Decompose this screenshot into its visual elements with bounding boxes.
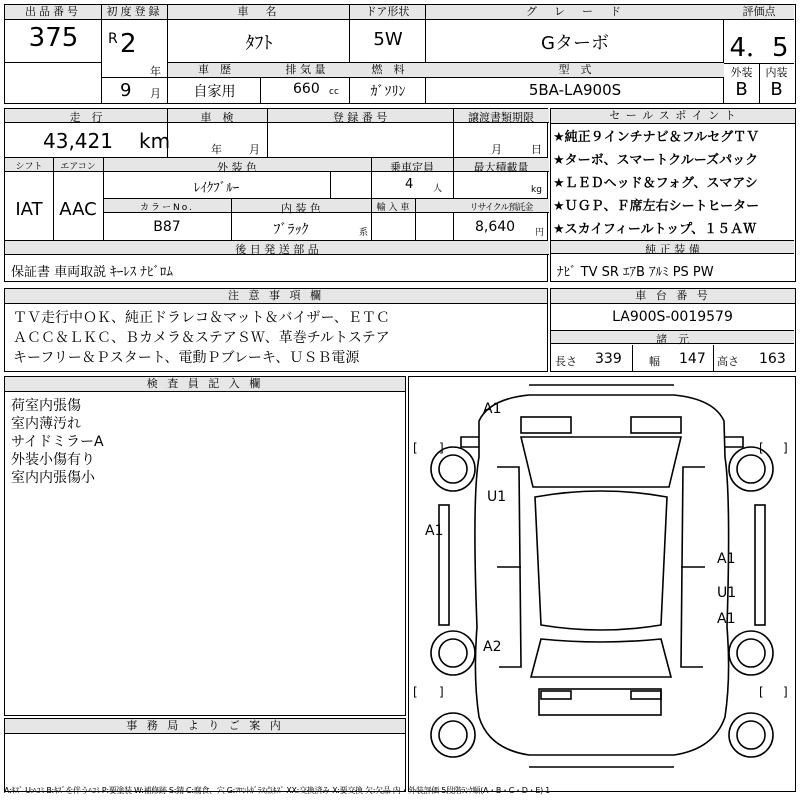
- first-reg-label: 初度登録: [102, 5, 167, 20]
- inspector-label: 検 査 員 記 入 欄: [5, 377, 405, 392]
- wheel-fr-rim: [737, 455, 765, 483]
- reg-month: 9: [120, 80, 132, 101]
- insp-year-unit: 年: [211, 143, 222, 156]
- diagram-mark: U1: [717, 585, 737, 601]
- spare-wheel-l: [431, 713, 475, 757]
- color-no-label: カラーNo.: [140, 203, 194, 213]
- insp-month-unit: 月: [249, 143, 260, 156]
- inspector-line: 荷室内張傷: [11, 398, 81, 414]
- car-outline-svg: [409, 377, 794, 790]
- bracket-right: ]: [783, 685, 788, 699]
- mileage-label: 走 行: [69, 111, 103, 124]
- door-label: ドア形状: [350, 5, 425, 20]
- mileage-unit: km: [139, 129, 171, 153]
- model: 5BA-LA900S: [528, 81, 622, 99]
- color-label: 外 装 色: [217, 161, 257, 174]
- era: R: [108, 31, 118, 47]
- office-block: [4, 718, 406, 792]
- recycle: 8,640: [475, 219, 516, 235]
- height-label: 高さ: [717, 355, 739, 368]
- exterior-color: ﾚｲｸﾌﾞﾙｰ: [193, 181, 240, 196]
- seats-label: 乗車定員: [390, 161, 434, 174]
- reg-year: 2: [120, 29, 137, 59]
- spare-wheel-l-rim: [439, 721, 467, 749]
- load-label: 最大積載量: [473, 161, 529, 174]
- sales-label: セ ー ル ス ポ イ ン ト: [551, 109, 795, 124]
- color-no: B87: [153, 219, 181, 235]
- windshield: [521, 437, 681, 487]
- fuel-label: 燃 料: [350, 63, 426, 77]
- notes-label: 注 意 事 項 欄: [5, 289, 547, 304]
- load-unit: kg: [531, 185, 542, 195]
- year-unit: 年: [150, 65, 161, 78]
- wheel-rl-rim: [439, 639, 467, 667]
- history-label: 車 歴: [168, 63, 261, 77]
- spec-block: [4, 108, 548, 282]
- seats: 4: [405, 177, 414, 192]
- transfer-day-unit: 日: [531, 143, 542, 156]
- equip-label: 純 正 装 備: [645, 243, 700, 256]
- lot-number: 375: [28, 23, 79, 53]
- bracket-left: [: [759, 441, 764, 455]
- displacement-unit: cc: [329, 87, 339, 97]
- sales-block: [550, 108, 796, 282]
- later-parts: 保証書 車両取説 ｷｰﾚｽ ﾅﾋﾞﾛﾑ: [11, 265, 173, 280]
- inspection-label: 車 検: [200, 111, 234, 124]
- interior-color: ﾌﾞﾗｯｸ: [273, 222, 309, 238]
- chassis-label: 車 台 番 号: [551, 289, 795, 304]
- wheel-fl: [431, 447, 475, 491]
- sales-line: ★ターボ、スマートクルーズパック: [553, 153, 759, 168]
- wheel-rr: [729, 631, 773, 675]
- interior-color-unit: 系: [359, 228, 369, 238]
- car-name: ﾀﾌﾄ: [245, 33, 273, 54]
- sales-line: ★スカイフィールトップ、１５ＡＷ: [553, 222, 757, 237]
- spare-wheel-r-rim: [737, 721, 765, 749]
- wheel-rr-rim: [737, 639, 765, 667]
- inspector-line: 室内薄汚れ: [11, 416, 81, 432]
- later-parts-label: 後 日 発 送 部 品: [235, 243, 319, 256]
- height: 163: [759, 351, 786, 367]
- plate-label: 登 録 番 号: [332, 111, 388, 124]
- chassis-block: [550, 288, 796, 372]
- grade-label: グ レ ー ド: [426, 5, 724, 20]
- chassis-number: LA900S-0019579: [612, 309, 733, 325]
- diagram-mark: A2: [483, 639, 502, 655]
- ac-label: エアコン: [60, 162, 96, 172]
- width: 147: [679, 351, 706, 367]
- diagram-mark: A1: [717, 611, 736, 627]
- header-block: [4, 4, 796, 104]
- wheel-rl: [431, 631, 475, 675]
- bracket-left: [: [413, 685, 418, 699]
- bracket-right: ]: [783, 441, 788, 455]
- score-label: 評価点: [724, 5, 794, 20]
- notes-block: [4, 288, 548, 372]
- width-label: 幅: [649, 355, 660, 368]
- diagram-mark: U1: [487, 489, 507, 505]
- mileage: 43,421: [43, 129, 113, 153]
- rear-window: [531, 639, 671, 677]
- history: 自家用: [193, 84, 236, 100]
- fuel: ｶﾞｿﾘﾝ: [370, 84, 406, 100]
- shift-label: シフト: [15, 162, 43, 172]
- model-label: 型 式: [426, 63, 724, 77]
- note-line: ＡＣＣ＆ＬＫＣ、Ｂカメラ＆ステアＳＷ、革巻チルトステア: [13, 330, 390, 346]
- door-type: 5W: [373, 29, 403, 50]
- roof: [535, 491, 667, 630]
- legend-footer: A:ｷｽﾞ U:ﾍｺﾐ B:ｷｽﾞを伴うﾍｺﾐ P:要塗装 W:補修跡 S:錆 C:腐食、穴 G:ﾌﾛﾝﾄｶﾞﾗｽ点ｷｽﾞ XX:交換済み X:要交換 欠:欠品 内・外装評価 5段階ﾗﾝｸ順(A・B・C・D・E) 1: [4, 786, 550, 795]
- car-name-label: 車 名: [168, 5, 349, 20]
- transfer-label: 譲渡書類期限: [468, 111, 534, 124]
- spec-label: 諸 元: [656, 333, 689, 346]
- car-diagram: [408, 376, 796, 792]
- wheel-fr: [729, 447, 773, 491]
- bracket-right: ]: [439, 441, 444, 455]
- ac: AAC: [59, 199, 97, 220]
- diagram-mark: A1: [717, 551, 736, 567]
- recycle-unit: 円: [535, 228, 545, 238]
- month-unit: 月: [150, 87, 161, 100]
- score: 4．5: [729, 33, 789, 63]
- equipment: ﾅﾋﾞ TV SR ｴｱB ｱﾙﾐ PS PW: [557, 265, 714, 280]
- sales-line: ★ＵＧＰ、Ｆ席左右シートヒーター: [553, 199, 760, 214]
- rear-hatch: [539, 689, 661, 715]
- displacement: 660: [293, 81, 320, 97]
- seats-unit: 人: [433, 184, 443, 194]
- shift: IAT: [15, 199, 43, 220]
- transfer-month-unit: 月: [491, 143, 502, 156]
- bracket-right: ]: [439, 685, 444, 699]
- car-body-outline: [475, 395, 729, 755]
- bracket-left: [: [759, 685, 764, 699]
- exterior-grade: B: [735, 79, 748, 100]
- lot-label: 出品番号: [5, 5, 101, 20]
- left-headlight: [521, 417, 571, 433]
- inspector-line: 室内内張傷小: [11, 470, 95, 486]
- spare-wheel-r: [729, 713, 773, 757]
- sales-line: ★ＬＥＤヘッド＆フォグ、スマアシ: [553, 176, 758, 191]
- office-label: 事 務 局 よ り ご 案 内: [5, 719, 405, 734]
- right-taillight: [631, 691, 661, 699]
- note-line: キーフリー＆Ｐスタート、電動Ｐブレーキ、ＵＳＢ電源: [13, 350, 360, 366]
- length-label: 長さ: [555, 355, 577, 368]
- interior-label: 内装: [765, 66, 788, 79]
- right-side-panel: [755, 505, 765, 625]
- wheel-fl-rim: [439, 455, 467, 483]
- sales-line: ★純正９インチナビ＆フルセグＴＶ: [553, 130, 760, 145]
- right-headlight: [631, 417, 681, 433]
- diagram-mark: A1: [483, 401, 502, 417]
- recycle-label: リサイクル預託金: [469, 203, 533, 213]
- inspector-line: サイドミラーA: [11, 434, 104, 450]
- interior-grade: B: [770, 79, 783, 100]
- bracket-left: [: [413, 441, 418, 455]
- left-taillight: [541, 691, 571, 699]
- interior-color-label: 内 装 色: [281, 202, 321, 215]
- import-label: 輸 入 車: [376, 203, 410, 213]
- left-mirror: [461, 437, 479, 447]
- diagram-mark: A1: [425, 523, 444, 539]
- displacement-label: 排 気 量: [261, 63, 350, 77]
- length: 339: [595, 351, 622, 367]
- inspector-line: 外装小傷有り: [11, 452, 95, 468]
- right-mirror: [725, 437, 743, 447]
- exterior-label: 外装: [730, 66, 753, 79]
- note-line: ＴＶ走行中ＯＫ、純正ドラレコ＆マット＆バイザー、ＥＴＣ: [13, 310, 390, 326]
- grade: Gターボ: [541, 33, 609, 54]
- inspector-block: [4, 376, 406, 716]
